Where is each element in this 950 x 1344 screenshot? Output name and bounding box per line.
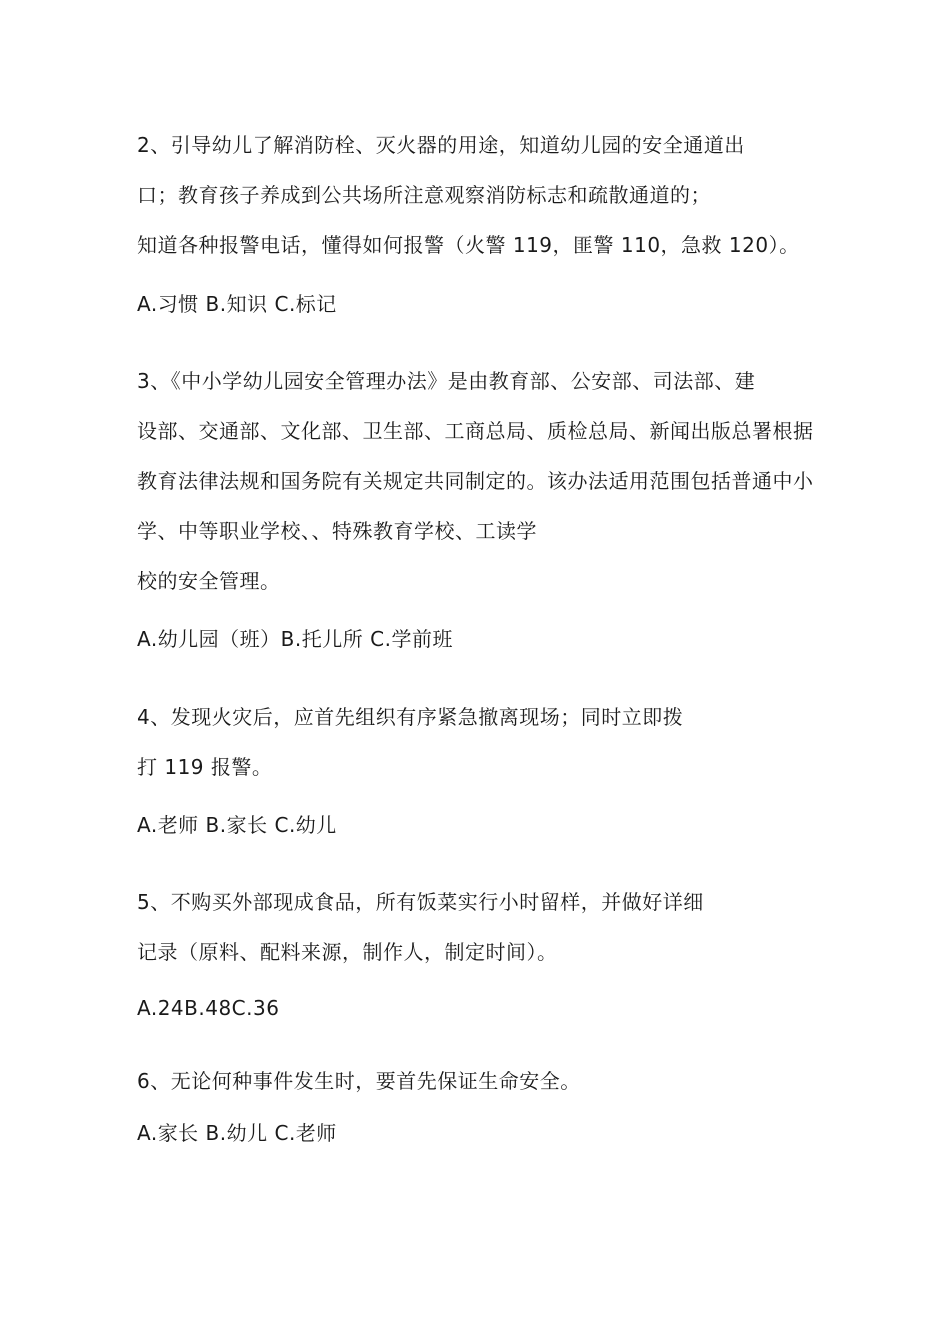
question-3-options: A.幼儿园（班）B.托儿所 C.学前班 (137, 627, 453, 651)
question-4-line-1: 4、发现火灾后，应首先组织有序紧急撤离现场；同时立即拨 (137, 705, 684, 729)
question-2-line-1: 2、引导幼儿了解消防栓、灭火器的用途，知道幼儿园的安全通道出 (137, 133, 745, 157)
question-3-line-4: 学、中等职业学校、、特殊教育学校、工读学 (137, 519, 537, 543)
question-3-line-3: 教育法律法规和国务院有关规定共同制定的。该办法适用范围包括普通中小 (137, 469, 814, 493)
question-5-line-2: 记录（原料、配料来源，制作人，制定时间）。 (137, 940, 558, 964)
question-5-line-1: 5、不购买外部现成食品，所有饭菜实行小时留样，并做好详细 (137, 890, 704, 914)
question-2-line-2: 口；教育孩子养成到公共场所注意观察消防标志和疏散通道的； (137, 183, 711, 207)
question-4-options: A.老师 B.家长 C.幼儿 (137, 813, 337, 837)
question-3-line-2: 设部、交通部、文化部、卫生部、工商总局、质检总局、新闻出版总署根据 (137, 419, 814, 443)
question-3-line-1: 3、《中小学幼儿园安全管理办法》是由教育部、公安部、司法部、建 (137, 369, 756, 393)
question-6-options: A.家长 B.幼儿 C.老师 (137, 1121, 337, 1145)
question-2-options: A.习惯 B.知识 C.标记 (137, 292, 337, 316)
question-2-line-3: 知道各种报警电话，懂得如何报警（火警 119，匪警 110，急救 120）。 (137, 233, 800, 257)
question-5-options: A.24B.48C.36 (137, 996, 280, 1020)
question-4-line-2: 打 119 报警。 (137, 755, 273, 779)
question-3-line-5: 校的安全管理。 (137, 569, 281, 593)
question-6-line-1: 6、无论何种事件发生时，要首先保证生命安全。 (137, 1069, 581, 1093)
